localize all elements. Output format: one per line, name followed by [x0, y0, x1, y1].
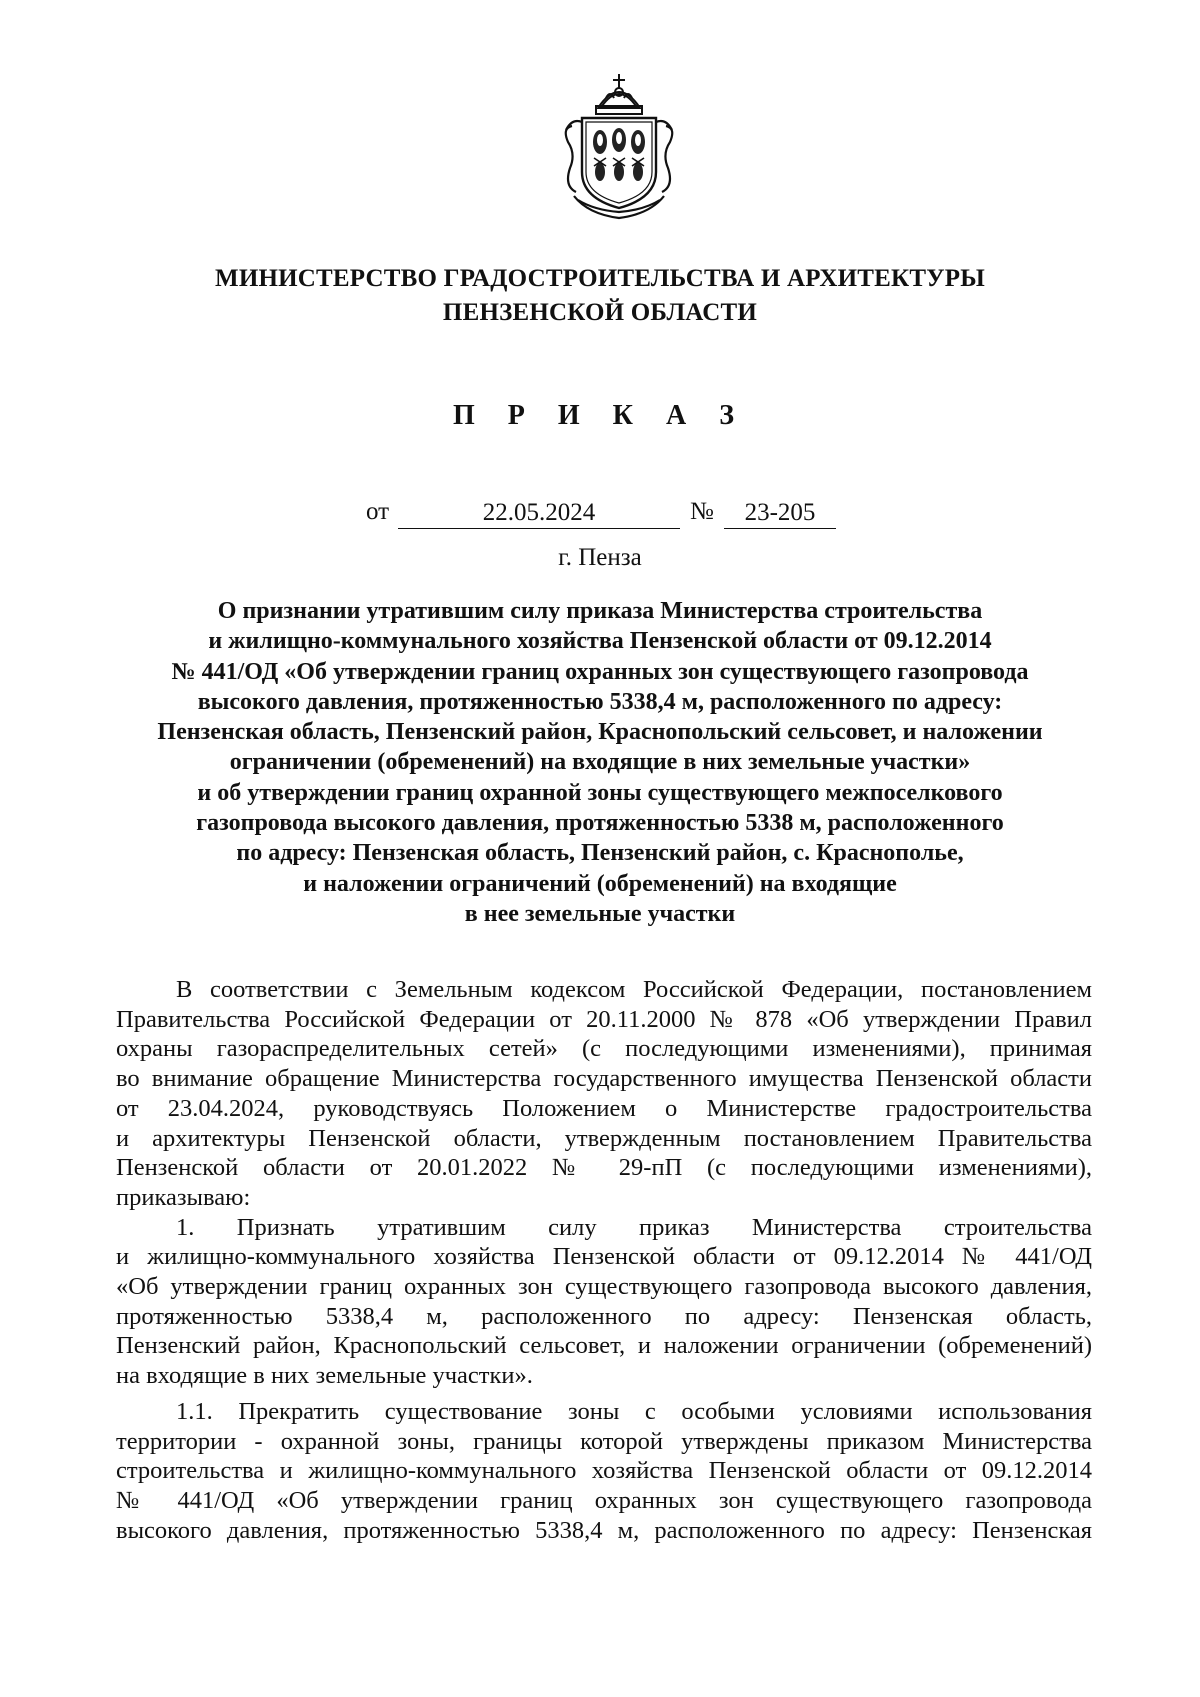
paragraph-preamble [116, 975, 1092, 1213]
ministry-name-line-1: МИНИСТЕРСТВО ГРАДОСТРОИТЕЛЬСТВА И АРХИТЕКТУРЫ [215, 265, 985, 292]
ministry-name-line-2: ПЕНЗЕНСКОЙ ОБЛАСТИ [442, 299, 758, 326]
ministry-header [0, 262, 1200, 330]
title-line: ограничении (обременений) на входящие в них земельные участки» [229, 749, 971, 776]
title-line: Пензенская область, Пензенский район, Краснопольский сельсовет, и наложении [157, 719, 1043, 746]
body-line: высокого давления, протяженностью 5338,4 м, расположенного по адресу: Пензенская [116, 1516, 1092, 1544]
body-line: территории - охранной зоны, границы которой утверждены приказом Министерства [116, 1427, 1092, 1455]
paragraph-item-1 [116, 1213, 1092, 1391]
penza-oblast-coat-of-arms-icon [558, 68, 680, 220]
title-line: газопровода высокого давления, протяженностью 5338 м, расположенного [196, 810, 1004, 837]
title-line: О признании утратившим силу приказа Министерства строительства [217, 598, 983, 624]
title-line: и об утверждении границ охранной зоны существующего межпоселкового [197, 779, 1003, 806]
body-line: № 441/ОД «Об утверждении границ охранных зон существующего газопровода [116, 1486, 1092, 1514]
document-type: П Р И К А З [453, 400, 747, 431]
date-number-line [0, 498, 1200, 532]
body-line: 1. Признать утратившим силу приказ Министерства строительства [176, 1213, 1092, 1241]
body-line: Пензенской области от 20.01.2022 № 29-пП (с последующими изменениями), [116, 1154, 1092, 1182]
body-line: «Об утверждении границ охранных зон существующего газопровода высокого давления, [116, 1273, 1092, 1301]
body-line: на входящие в них земельные участки». [116, 1362, 533, 1390]
city: г. Пенза [558, 544, 642, 571]
body-line: Пензенский район, Краснопольский сельсовет, и наложении ограничении (обременений) [116, 1332, 1092, 1360]
title-line: № 441/ОД «Об утверждении границ охранных зон существующего газопровода [171, 658, 1029, 685]
document-title [110, 596, 1090, 929]
body-line: Правительства Российской Федерации от 20.11.2000 № 878 «Об утверждении Правил [116, 1005, 1092, 1033]
body-line: приказываю: [116, 1183, 251, 1211]
body-line: и архитектуры Пензенской области, утвержденным постановлением Правительства [116, 1124, 1092, 1152]
document-date: 22.05.2024 [398, 498, 680, 529]
body-line: от 23.04.2024, руководствуясь Положением о Министерстве градостроительства [116, 1094, 1092, 1122]
body-line: 1.1. Прекратить существование зоны с особыми условиями использования [176, 1397, 1092, 1425]
title-line: в нее земельные участки [464, 900, 736, 927]
paragraph-item-1-1 [116, 1397, 1092, 1546]
title-line: высокого давления, протяженностью 5338,4 м, расположенного по адресу: [197, 688, 1003, 715]
number-label: № [690, 498, 714, 525]
body-line: В соответствии с Земельным кодексом Российской Федерации, постановлением [176, 976, 1092, 1003]
title-line: по адресу: Пензенская область, Пензенский район, с. Краснополье, [236, 840, 964, 867]
title-line: и наложении ограничений (обременений) на входящие [303, 870, 897, 897]
document-number: 23-205 [724, 498, 836, 529]
body-line: и жилищно-коммунального хозяйства Пензенской области от 09.12.2014 № 441/ОД [116, 1243, 1092, 1271]
body-line: охраны газораспределительных сетей» (с последующими изменениями), принимая [116, 1035, 1092, 1063]
document-body [116, 975, 1092, 1545]
date-label: от [366, 498, 390, 525]
body-line: строительства и жилищно-коммунального хозяйства Пензенской области от 09.12.2014 [116, 1457, 1092, 1485]
body-line: протяженностью 5338,4 м, расположенного по адресу: Пензенская область, [116, 1302, 1092, 1330]
body-line: во внимание обращение Министерства государственного имущества Пензенской области [116, 1065, 1092, 1093]
title-line: и жилищно-коммунального хозяйства Пензенской области от 09.12.2014 [208, 628, 992, 655]
